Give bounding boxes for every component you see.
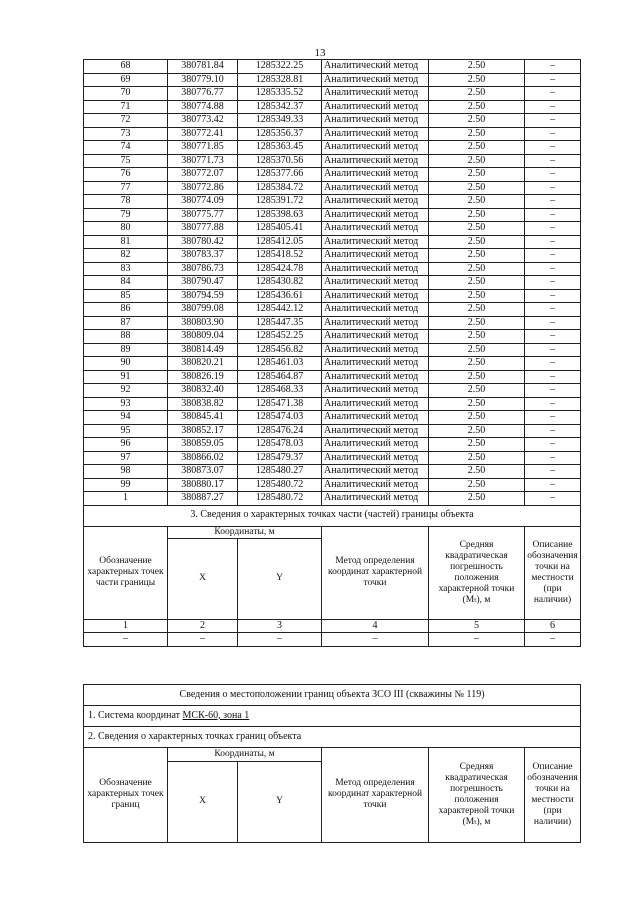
method: Аналитический метод — [322, 154, 429, 168]
coord-y: 1285424.78 — [238, 262, 322, 276]
coord-x: 380775.77 — [168, 208, 238, 222]
description: – — [525, 127, 581, 141]
error-value: 2.50 — [429, 154, 525, 168]
description: – — [525, 222, 581, 236]
method: Аналитический метод — [322, 249, 429, 263]
table-row — [84, 357, 581, 371]
error-value: 2.50 — [429, 249, 525, 263]
method: Аналитический метод — [322, 60, 429, 74]
method: Аналитический метод — [322, 438, 429, 452]
coord-x: 380776.77 — [168, 87, 238, 101]
coord-x: 380786.73 — [168, 262, 238, 276]
error-value: 2.50 — [429, 60, 525, 74]
col-num-2: 2 — [168, 619, 238, 633]
point-number: 1 — [84, 492, 168, 506]
method: Аналитический метод — [322, 141, 429, 155]
method: Аналитический метод — [322, 384, 429, 398]
point-number: 91 — [84, 370, 168, 384]
coord-x: 380820.21 — [168, 357, 238, 371]
description: – — [525, 411, 581, 425]
coord-x: 380809.04 — [168, 330, 238, 344]
point-number: 71 — [84, 100, 168, 114]
page-number: 13 — [314, 47, 326, 59]
object2-title: Сведения о местоположении границ объекта ЗСО III (скважины № 119) — [84, 685, 581, 706]
error-value: 2.50 — [429, 438, 525, 452]
error-value: 2.50 — [429, 222, 525, 236]
empty-cell: – — [429, 633, 525, 647]
header-method: Метод определения координат характерной точки — [322, 748, 429, 843]
description: – — [525, 276, 581, 290]
method: Аналитический метод — [322, 195, 429, 209]
coord-y: 1285412.05 — [238, 235, 322, 249]
empty-cell: – — [84, 633, 168, 647]
error-value: 2.50 — [429, 181, 525, 195]
method: Аналитический метод — [322, 424, 429, 438]
error-value: 2.50 — [429, 384, 525, 398]
coordinate-system-line — [84, 706, 581, 727]
header-point: Обозначение характерных точек границ — [84, 748, 168, 843]
coord-y: 1285471.38 — [238, 397, 322, 411]
coord-x: 380866.02 — [168, 451, 238, 465]
coordinates-table-body — [84, 60, 581, 506]
table-row — [84, 154, 581, 168]
table-row — [84, 438, 581, 452]
error-value: 2.50 — [429, 411, 525, 425]
method: Аналитический метод — [322, 451, 429, 465]
object2-table — [83, 684, 581, 843]
error-value: 2.50 — [429, 235, 525, 249]
empty-cell: – — [238, 633, 322, 647]
point-number: 97 — [84, 451, 168, 465]
table-row — [84, 303, 581, 317]
point-number: 84 — [84, 276, 168, 290]
point-number: 90 — [84, 357, 168, 371]
description: – — [525, 168, 581, 182]
table-row — [84, 87, 581, 101]
coord-x: 380873.07 — [168, 465, 238, 479]
point-number: 80 — [84, 222, 168, 236]
coord-y: 1285479.37 — [238, 451, 322, 465]
coord-y: 1285436.61 — [238, 289, 322, 303]
error-value: 2.50 — [429, 87, 525, 101]
method: Аналитический метод — [322, 87, 429, 101]
point-number: 69 — [84, 73, 168, 87]
point-number: 94 — [84, 411, 168, 425]
col-num-1: 1 — [84, 619, 168, 633]
description: – — [525, 492, 581, 506]
point-number: 81 — [84, 235, 168, 249]
method: Аналитический метод — [322, 289, 429, 303]
method: Аналитический метод — [322, 357, 429, 371]
coord-y: 1285478.03 — [238, 438, 322, 452]
error-value: 2.50 — [429, 343, 525, 357]
method: Аналитический метод — [322, 73, 429, 87]
coord-y: 1285442.12 — [238, 303, 322, 317]
table-row — [84, 168, 581, 182]
col-num-3: 3 — [238, 619, 322, 633]
coord-y: 1285447.35 — [238, 316, 322, 330]
error-value: 2.50 — [429, 397, 525, 411]
coord-x: 380799.08 — [168, 303, 238, 317]
coord-y: 1285342.37 — [238, 100, 322, 114]
coord-x: 380773.42 — [168, 114, 238, 128]
description: – — [525, 154, 581, 168]
error-value: 2.50 — [429, 208, 525, 222]
coord-y: 1285384.72 — [238, 181, 322, 195]
table-row — [84, 262, 581, 276]
coord-y: 1285418.52 — [238, 249, 322, 263]
table-row — [84, 370, 581, 384]
point-number: 72 — [84, 114, 168, 128]
table-row — [84, 397, 581, 411]
header-coords: Координаты, м — [168, 526, 322, 538]
coord-x: 380852.17 — [168, 424, 238, 438]
point-number: 68 — [84, 60, 168, 74]
error-value: 2.50 — [429, 370, 525, 384]
coord-y: 1285349.33 — [238, 114, 322, 128]
method: Аналитический метод — [322, 127, 429, 141]
description: – — [525, 357, 581, 371]
error-value: 2.50 — [429, 127, 525, 141]
error-value: 2.50 — [429, 465, 525, 479]
coord-y: 1285322.25 — [238, 60, 322, 74]
method: Аналитический метод — [322, 465, 429, 479]
method: Аналитический метод — [322, 370, 429, 384]
empty-cell: – — [322, 633, 429, 647]
coordinate-system-value: МСК-60, зона 1 — [182, 709, 250, 721]
header-error: Средняя квадратическая погрешность положения характерной точки (Mₜ), м — [429, 748, 525, 843]
error-value: 2.50 — [429, 357, 525, 371]
header-desc: Описание обозначения точки на местности (при наличии) — [525, 748, 581, 843]
coord-x: 380783.37 — [168, 249, 238, 263]
point-number: 87 — [84, 316, 168, 330]
table-row — [84, 208, 581, 222]
coord-y: 1285480.72 — [238, 492, 322, 506]
description: – — [525, 235, 581, 249]
table-row — [84, 343, 581, 357]
section2-title: 2. Сведения о характерных точках границ объекта — [84, 727, 581, 748]
point-number: 77 — [84, 181, 168, 195]
error-value: 2.50 — [429, 478, 525, 492]
coord-y: 1285335.52 — [238, 87, 322, 101]
header-y: Y — [238, 538, 322, 619]
table-row — [84, 424, 581, 438]
description: – — [525, 208, 581, 222]
point-number: 99 — [84, 478, 168, 492]
coord-x: 380777.88 — [168, 222, 238, 236]
table-row — [84, 330, 581, 344]
coord-x: 380838.82 — [168, 397, 238, 411]
table-row — [84, 492, 581, 506]
coord-x: 380814.49 — [168, 343, 238, 357]
table-row — [84, 289, 581, 303]
method: Аналитический метод — [322, 397, 429, 411]
method: Аналитический метод — [322, 168, 429, 182]
coord-x: 380779.10 — [168, 73, 238, 87]
coord-x: 380771.85 — [168, 141, 238, 155]
table-row — [84, 181, 581, 195]
error-value: 2.50 — [429, 330, 525, 344]
description: – — [525, 73, 581, 87]
coord-y: 1285430.82 — [238, 276, 322, 290]
coord-x: 380826.19 — [168, 370, 238, 384]
description: – — [525, 424, 581, 438]
coordinate-system-label: 1. Система координат — [88, 709, 183, 721]
coord-x: 380803.90 — [168, 316, 238, 330]
description: – — [525, 303, 581, 317]
coord-x: 380887.27 — [168, 492, 238, 506]
header-point: Обозначение характерных точек части границы — [84, 526, 168, 619]
coord-y: 1285452.25 — [238, 330, 322, 344]
coordinates-table — [83, 59, 581, 647]
point-number: 82 — [84, 249, 168, 263]
coord-y: 1285480.72 — [238, 478, 322, 492]
description: – — [525, 289, 581, 303]
error-value: 2.50 — [429, 114, 525, 128]
table-row — [84, 316, 581, 330]
table-row — [84, 451, 581, 465]
point-number: 70 — [84, 87, 168, 101]
error-value: 2.50 — [429, 262, 525, 276]
method: Аналитический метод — [322, 343, 429, 357]
coord-y: 1285468.33 — [238, 384, 322, 398]
coord-y: 1285377.66 — [238, 168, 322, 182]
point-number: 92 — [84, 384, 168, 398]
error-value: 2.50 — [429, 141, 525, 155]
coord-x: 380781.84 — [168, 60, 238, 74]
section3-title: 3. Сведения о характерных точках части (частей) границы объекта — [84, 505, 581, 526]
method: Аналитический метод — [322, 114, 429, 128]
coord-y: 1285405.41 — [238, 222, 322, 236]
point-number: 74 — [84, 141, 168, 155]
method: Аналитический метод — [322, 478, 429, 492]
coord-x: 380772.41 — [168, 127, 238, 141]
coord-y: 1285476.24 — [238, 424, 322, 438]
table-row — [84, 478, 581, 492]
method: Аналитический метод — [322, 222, 429, 236]
method: Аналитический метод — [322, 303, 429, 317]
table-row — [84, 141, 581, 155]
method: Аналитический метод — [322, 276, 429, 290]
error-value: 2.50 — [429, 168, 525, 182]
header-method: Метод определения координат характерной точки — [322, 526, 429, 619]
col-num-5: 5 — [429, 619, 525, 633]
error-value: 2.50 — [429, 316, 525, 330]
table-row — [84, 249, 581, 263]
point-number: 76 — [84, 168, 168, 182]
point-number: 73 — [84, 127, 168, 141]
point-number: 96 — [84, 438, 168, 452]
description: – — [525, 438, 581, 452]
table-row — [84, 60, 581, 74]
description: – — [525, 451, 581, 465]
table-row — [84, 465, 581, 479]
point-number: 89 — [84, 343, 168, 357]
coord-x: 380859.05 — [168, 438, 238, 452]
empty-cell: – — [168, 633, 238, 647]
error-value: 2.50 — [429, 303, 525, 317]
description: – — [525, 465, 581, 479]
table-row — [84, 222, 581, 236]
empty-cell: – — [525, 633, 581, 647]
point-number: 75 — [84, 154, 168, 168]
header-desc: Описание обозначения точки на местности (при наличии) — [525, 526, 581, 619]
coord-x: 380774.88 — [168, 100, 238, 114]
table-row — [84, 73, 581, 87]
description: – — [525, 114, 581, 128]
header-error: Средняя квадратическая погрешность положения характерной точки (Mₜ), м — [429, 526, 525, 619]
coord-y: 1285328.81 — [238, 73, 322, 87]
header-y: Y — [238, 761, 322, 842]
description: – — [525, 100, 581, 114]
point-number: 86 — [84, 303, 168, 317]
description: – — [525, 478, 581, 492]
method: Аналитический метод — [322, 492, 429, 506]
point-number: 78 — [84, 195, 168, 209]
section3 — [84, 505, 581, 646]
coord-y: 1285474.03 — [238, 411, 322, 425]
table-row — [84, 100, 581, 114]
point-number: 88 — [84, 330, 168, 344]
table-row — [84, 127, 581, 141]
point-number: 85 — [84, 289, 168, 303]
description: – — [525, 249, 581, 263]
description: – — [525, 181, 581, 195]
description: – — [525, 60, 581, 74]
method: Аналитический метод — [322, 330, 429, 344]
error-value: 2.50 — [429, 73, 525, 87]
col-num-4: 4 — [322, 619, 429, 633]
description: – — [525, 316, 581, 330]
method: Аналитический метод — [322, 181, 429, 195]
coord-y: 1285363.45 — [238, 141, 322, 155]
error-value: 2.50 — [429, 276, 525, 290]
coord-y: 1285398.63 — [238, 208, 322, 222]
coord-y: 1285370.56 — [238, 154, 322, 168]
coord-y: 1285464.87 — [238, 370, 322, 384]
method: Аналитический метод — [322, 100, 429, 114]
error-value: 2.50 — [429, 492, 525, 506]
col-num-6: 6 — [525, 619, 581, 633]
coord-x: 380772.86 — [168, 181, 238, 195]
error-value: 2.50 — [429, 424, 525, 438]
description: – — [525, 384, 581, 398]
description: – — [525, 330, 581, 344]
coord-x: 380771.73 — [168, 154, 238, 168]
coord-y: 1285456.82 — [238, 343, 322, 357]
header-x: X — [168, 761, 238, 842]
header-coords: Координаты, м — [168, 748, 322, 762]
description: – — [525, 343, 581, 357]
error-value: 2.50 — [429, 100, 525, 114]
error-value: 2.50 — [429, 451, 525, 465]
error-value: 2.50 — [429, 289, 525, 303]
coord-y: 1285461.03 — [238, 357, 322, 371]
description: – — [525, 370, 581, 384]
method: Аналитический метод — [322, 235, 429, 249]
error-value: 2.50 — [429, 195, 525, 209]
header-x: X — [168, 538, 238, 619]
point-number: 98 — [84, 465, 168, 479]
description: – — [525, 262, 581, 276]
method: Аналитический метод — [322, 208, 429, 222]
table-row — [84, 411, 581, 425]
coord-y: 1285391.72 — [238, 195, 322, 209]
method: Аналитический метод — [322, 262, 429, 276]
table-row — [84, 384, 581, 398]
table-row — [84, 235, 581, 249]
coord-x: 380845.41 — [168, 411, 238, 425]
table-row — [84, 195, 581, 209]
coord-x: 380774.09 — [168, 195, 238, 209]
description: – — [525, 195, 581, 209]
coord-x: 380790.47 — [168, 276, 238, 290]
description: – — [525, 141, 581, 155]
coord-x: 380832.40 — [168, 384, 238, 398]
coord-x: 380780.42 — [168, 235, 238, 249]
point-number: 83 — [84, 262, 168, 276]
point-number: 95 — [84, 424, 168, 438]
description: – — [525, 87, 581, 101]
coord-x: 380794.59 — [168, 289, 238, 303]
table-row — [84, 276, 581, 290]
coord-x: 380772.07 — [168, 168, 238, 182]
coord-y: 1285480.27 — [238, 465, 322, 479]
table-row — [84, 114, 581, 128]
method: Аналитический метод — [322, 316, 429, 330]
point-number: 79 — [84, 208, 168, 222]
description: – — [525, 397, 581, 411]
coord-x: 380880.17 — [168, 478, 238, 492]
method: Аналитический метод — [322, 411, 429, 425]
coord-y: 1285356.37 — [238, 127, 322, 141]
point-number: 93 — [84, 397, 168, 411]
